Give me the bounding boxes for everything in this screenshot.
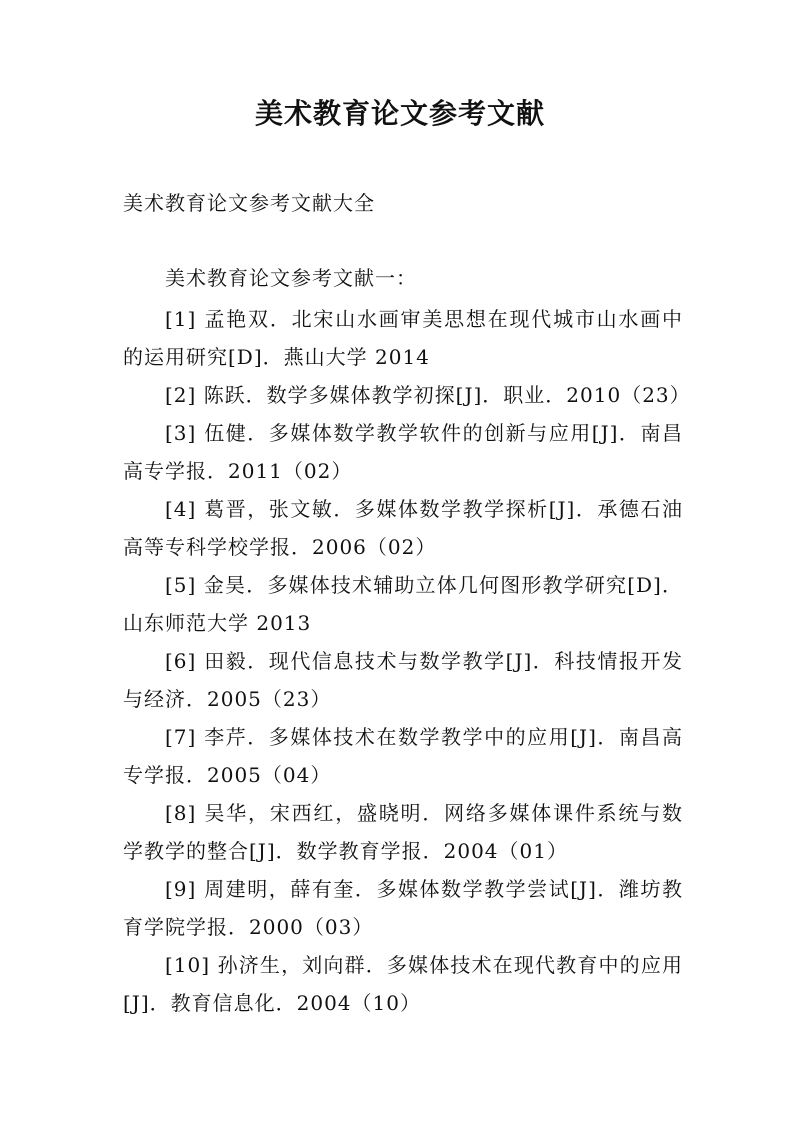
document-subtitle: 美术教育论文参考文献大全: [123, 191, 375, 215]
reference-item: [5] 金昊．多媒体技术辅助立体几何图形教学研究[D]．山东师范大学 2013: [123, 573, 683, 635]
reference-list: [123, 300, 691, 1022]
reference-item: [2] 陈跃．数学多媒体教学初探[J]．职业．2010（23）: [165, 383, 691, 407]
reference-item: [9] 周建明，薛有奎．多媒体数学教学尝试[J]．潍坊教育学院学报．2000（03）: [123, 877, 683, 939]
reference-item: [8] 吴华，宋西红，盛晓明．网络多媒体课件系统与数学教学的整合[J]．数学教育学报．2004（01）: [123, 801, 683, 863]
reference-item: [7] 李芹．多媒体技术在数学教学中的应用[J]．南昌高专学报．2005（04）: [123, 725, 683, 787]
reference-item: [1] 孟艳双．北宋山水画审美思想在现代城市山水画中的运用研究[D]．燕山大学 2014: [123, 307, 683, 369]
reference-item: [4] 葛晋，张文敏．多媒体数学教学探析[J]．承德石油高等专科学校学报．2006（02）: [123, 497, 683, 559]
reference-item: [6] 田毅．现代信息技术与数学教学[J]．科技情报开发与经济．2005（23）: [123, 649, 683, 711]
reference-item: [3] 伍健．多媒体数学教学软件的创新与应用[J]．南昌高专学报．2011（02）: [123, 421, 683, 483]
reference-item: [10] 孙济生，刘向群．多媒体技术在现代教育中的应用[J]．教育信息化．2004（10）: [123, 953, 683, 1015]
document-title: 美术教育论文参考文献: [254, 97, 545, 130]
section-heading: 美术教育论文参考文献一：: [165, 266, 417, 290]
